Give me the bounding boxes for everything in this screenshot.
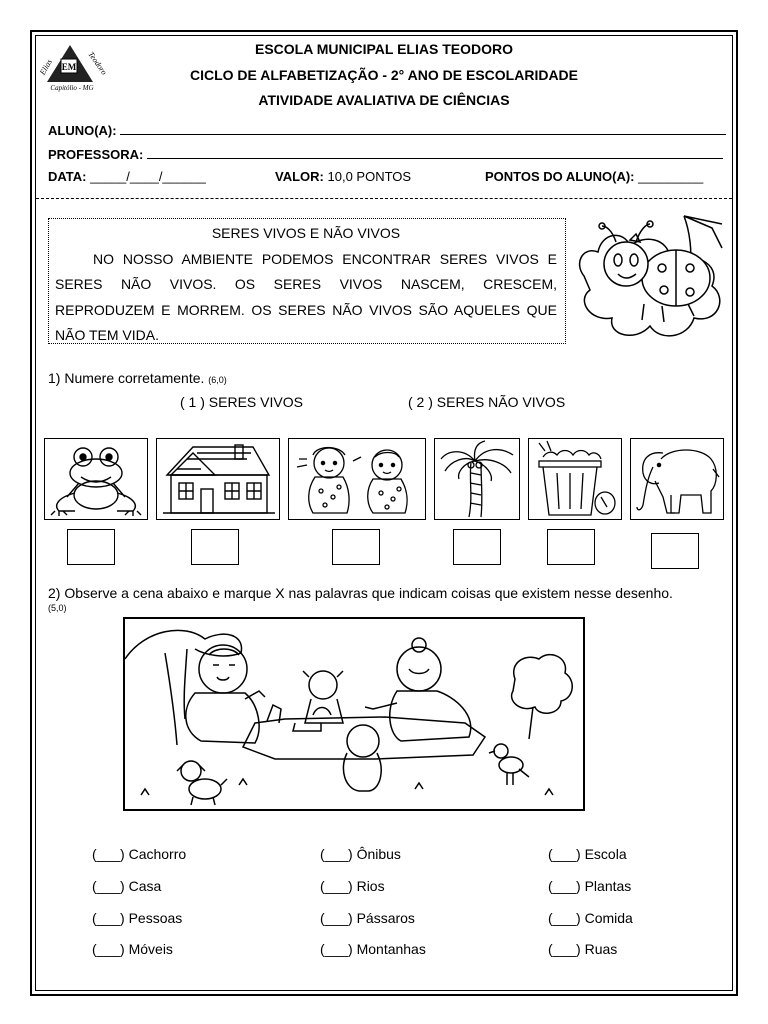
option-checkbox[interactable]: (___) <box>548 910 585 926</box>
svg-text:Capitólio - MG: Capitólio - MG <box>50 84 94 92</box>
picnic-scene-illustration <box>123 617 585 811</box>
option-checkbox[interactable]: (___) <box>548 941 585 957</box>
option-moveis[interactable] <box>92 941 173 957</box>
student-label: ALUNO(A): <box>48 123 117 138</box>
elephant-icon <box>630 438 724 520</box>
option-escola[interactable] <box>548 846 627 862</box>
q1-key-nonliving: ( 2 ) SERES NÃO VIVOS <box>408 394 566 410</box>
points-row <box>485 169 703 184</box>
q1-key-living: ( 1 ) SERES VIVOS <box>180 394 303 410</box>
option-label: Plantas <box>584 878 632 894</box>
q1-prompt-row <box>48 370 227 386</box>
option-rios[interactable] <box>320 878 385 894</box>
q1-score: (6,0) <box>208 375 227 385</box>
date-row <box>48 169 206 184</box>
value-row <box>275 169 411 184</box>
ladybug-illustration <box>572 212 732 346</box>
option-label: Cachorro <box>128 846 187 862</box>
option-checkbox[interactable]: (___) <box>320 878 357 894</box>
option-checkbox[interactable]: (___) <box>548 878 585 894</box>
answer-box-frog[interactable] <box>67 529 115 565</box>
intro-title: SERES VIVOS E NÃO VIVOS <box>211 225 401 241</box>
intro-box <box>48 218 566 344</box>
activity-title: ATIVIDADE AVALIATIVA DE CIÊNCIAS <box>258 92 510 108</box>
option-checkbox[interactable]: (___) <box>92 878 129 894</box>
q1-prompt: 1) Numere corretamente. <box>48 370 205 386</box>
answer-box-house[interactable] <box>191 529 239 565</box>
answer-box-elephant[interactable] <box>651 533 699 569</box>
option-ruas[interactable] <box>548 941 617 957</box>
option-label: Pessoas <box>128 910 183 926</box>
student-name-field[interactable] <box>120 122 726 135</box>
frog-icon <box>44 438 148 520</box>
points-label: PONTOS DO ALUNO(A): <box>485 169 635 184</box>
value-label: VALOR: <box>275 169 324 184</box>
option-checkbox[interactable]: (___) <box>320 910 357 926</box>
option-label: Rios <box>356 878 385 894</box>
trash-can-icon <box>528 438 622 520</box>
answer-box-trash-can[interactable] <box>547 529 595 565</box>
option-checkbox[interactable]: (___) <box>320 846 357 862</box>
intro-text: NO NOSSO AMBIENTE PODEMOS ENCONTRAR SERES VIVOS E SERES NÃO VIVOS. OS SERES VIVOS NASCEM, CRESCEM, REPRODUZEM E MORREM. OS SERES NÃO VIVOS SÃO AQUELES QUE NÃO TEM VIDA. <box>55 250 557 343</box>
babies-icon <box>288 438 426 520</box>
svg-text:Elias: Elias <box>37 57 54 77</box>
answer-box-babies[interactable] <box>332 529 380 565</box>
answer-box-palm-tree[interactable] <box>453 529 501 565</box>
student-row <box>48 122 726 138</box>
option-comida[interactable] <box>548 910 633 926</box>
option-label: Casa <box>128 878 162 894</box>
teacher-name-field[interactable] <box>147 146 723 159</box>
option-label: Ruas <box>584 941 618 957</box>
option-checkbox[interactable]: (___) <box>92 910 129 926</box>
option-checkbox[interactable]: (___) <box>320 941 357 957</box>
option-label: Ônibus <box>356 846 401 862</box>
option-montanhas[interactable] <box>320 941 426 957</box>
option-onibus[interactable] <box>320 846 401 862</box>
house-icon <box>156 438 280 520</box>
date-label: DATA: <box>48 169 87 184</box>
option-passaros[interactable] <box>320 910 415 926</box>
option-label: Escola <box>584 846 627 862</box>
option-casa[interactable] <box>92 878 161 894</box>
option-label: Pássaros <box>356 910 415 926</box>
teacher-label: PROFESSORA: <box>48 147 144 162</box>
option-checkbox[interactable]: (___) <box>548 846 585 862</box>
points-field[interactable]: _________ <box>638 169 704 184</box>
option-plantas[interactable] <box>548 878 631 894</box>
cycle-title: CICLO DE ALFABETIZAÇÃO - 2° ANO DE ESCOLARIDADE <box>189 67 578 83</box>
svg-text:EM: EM <box>61 62 77 72</box>
value-text: 10,0 PONTOS <box>327 169 412 184</box>
date-field[interactable]: _____/____/______ <box>90 169 206 184</box>
svg-text:Teodoro: Teodoro <box>86 49 109 77</box>
section-divider <box>36 198 732 199</box>
option-pessoas[interactable] <box>92 910 182 926</box>
q2-score: (5,0) <box>48 603 67 613</box>
palm-tree-icon <box>434 438 520 520</box>
option-cachorro[interactable] <box>92 846 186 862</box>
option-checkbox[interactable]: (___) <box>92 846 129 862</box>
option-label: Comida <box>584 910 633 926</box>
option-label: Montanhas <box>356 941 426 957</box>
option-label: Móveis <box>128 941 173 957</box>
school-name: ESCOLA MUNICIPAL ELIAS TEODORO <box>255 41 513 57</box>
q2-prompt: 2) Observe a cena abaixo e marque X nas palavras que indicam coisas que existem nesse desenho. <box>48 585 673 601</box>
teacher-row <box>48 146 723 162</box>
option-checkbox[interactable]: (___) <box>92 941 129 957</box>
